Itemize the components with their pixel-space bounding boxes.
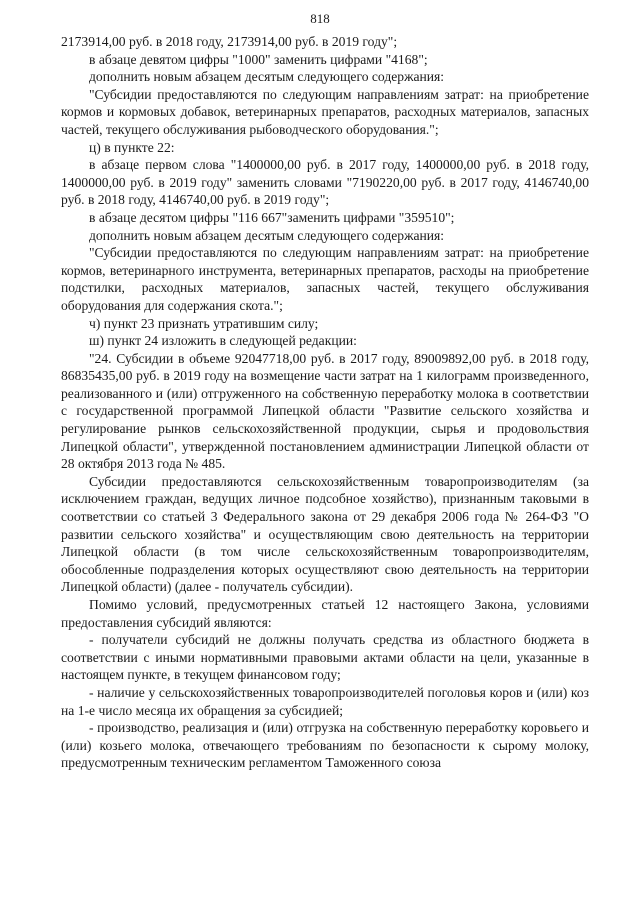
paragraph: "Субсидии предоставляются по следующим направлениям затрат: на приобретение кормов и кормовых добавок, ветеринарных препаратов, расходных материалов, запасных частей, текущего обслуживания рыбоводческого оборудования."; bbox=[61, 86, 589, 137]
page-number: 818 bbox=[310, 11, 330, 26]
paragraph: - наличие у сельскохозяйственных товаропроизводителей поголовья коров и (или) коз на 1-е число месяца их обращения за субсидией; bbox=[61, 684, 589, 718]
paragraph: "Субсидии предоставляются по следующим направлениям затрат: на приобретение кормов, ветеринарного инструмента, ветеринарных препаратов, расходы на приобретение подстилки, расходных материалов, запасных частей, текущего обслуживания оборудования для содержания скота."; bbox=[61, 245, 589, 313]
document-body bbox=[61, 33, 589, 772]
paragraph: в абзаце десятом цифры "116 667"заменить цифрами "359510"; bbox=[89, 209, 455, 225]
paragraph: дополнить новым абзацем десятым следующего содержания: bbox=[89, 227, 445, 243]
paragraph: "24. Субсидии в объеме 92047718,00 руб. в 2017 году, 89009892,00 руб. в 2018 году, 86835435,00 руб. в 2019 году на возмещение части затрат на 1 килограмм произведенного, реализованного и (или) отгруженного на собственную переработку молока в соответствии с государственной программой Липецкой области "Развитие сельского хозяйства и регулирование рынков сельскохозяйственной продукции, сырья и продовольствия Липецкой области", утвержденной постановлением администрации Липецкой области от 28 октября 2013 года № 485. bbox=[61, 350, 589, 472]
paragraph: - получатели субсидий не должны получать средства из областного бюджета в соответствии с иными нормативными правовыми актами области на цели, указанные в настоящем пункте, в текущем финансовом году; bbox=[61, 632, 589, 683]
paragraph: Помимо условий, предусмотренных статьей 12 настоящего Закона, условиями предоставления субсидий являются: bbox=[61, 597, 589, 630]
paragraph: в абзаце девятом цифры "1000" заменить цифрами "4168"; bbox=[89, 51, 428, 67]
paragraph: - производство, реализация и (или) отгрузка на собственную переработку коровьего и (или) козьего молока, отвечающего требованиям по безопасности к сырому молоку, предусмотренным техническим регламентом Таможенного союза bbox=[61, 720, 589, 771]
paragraph: 2173914,00 руб. в 2018 году, 2173914,00 руб. в 2019 году"; bbox=[61, 34, 398, 49]
paragraph: в абзаце первом слова "1400000,00 руб. в 2017 году, 1400000,00 руб. в 2018 году, 1400000,00 руб. в 2019 году" заменить словами "7190220,00 руб. в 2017 году, 4146740,00 руб. в 2018 году, 4146740,00 руб. в 2019 году"; bbox=[61, 157, 589, 208]
paragraph: ш) пункт 24 изложить в следующей редакции: bbox=[89, 333, 357, 349]
paragraph: ч) пункт 23 признать утратившим силу; bbox=[89, 315, 319, 331]
paragraph: ц) в пункте 22: bbox=[89, 139, 175, 155]
paragraph: Субсидии предоставляются сельскохозяйственным товаропроизводителям (за исключением граждан, ведущих личное подсобное хозяйство), признанным таковыми в соответствии со статьей 3 Федерального закона от 29 декабря 2006 года № 264-ФЗ "О развитии сельского хозяйства" и осуществляющим свою деятельность на территории Липецкой области (в том числе сельскохозяйственным товаропроизводителям, обособленные подразделения которых осуществляют свою деятельность на территории Липецкой области) (далее - получатель субсидии). bbox=[61, 473, 589, 595]
paragraph: дополнить новым абзацем десятым следующего содержания: bbox=[89, 69, 445, 85]
